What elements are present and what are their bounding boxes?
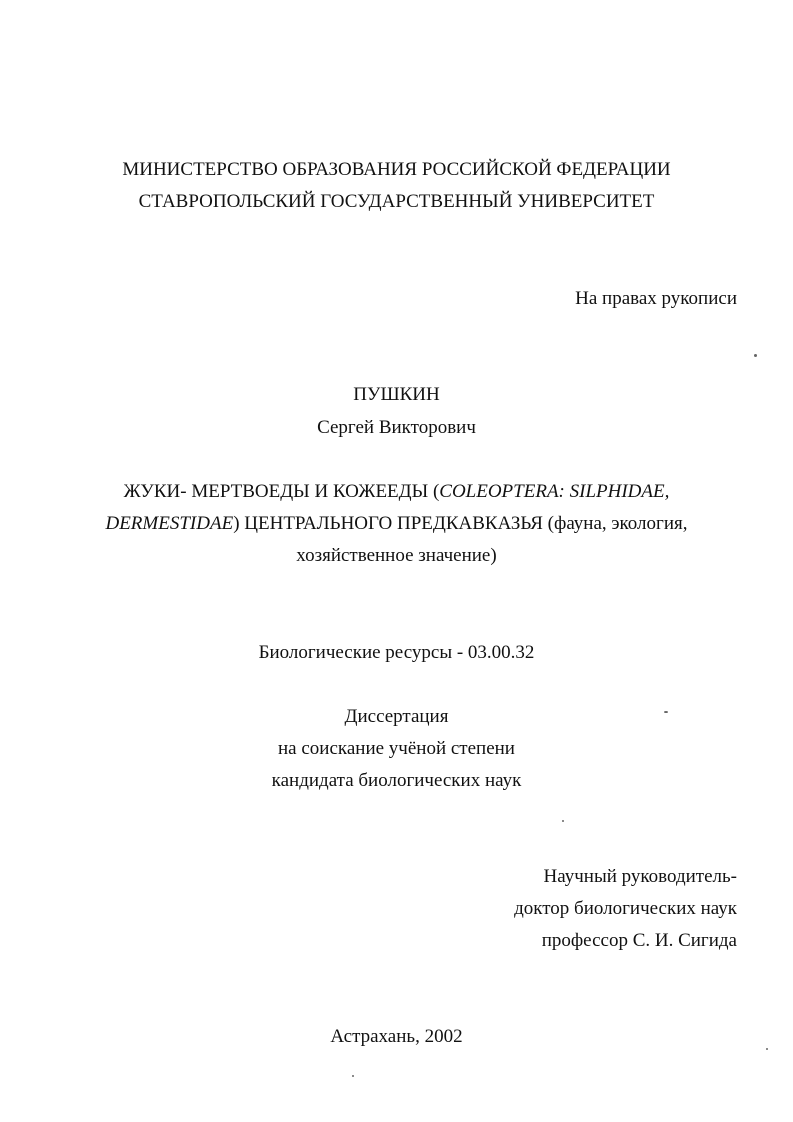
- scan-speck: [664, 711, 668, 713]
- supervisor-line-1: Научный руководитель-: [543, 866, 737, 887]
- degree-line-2: на соискание учёной степени: [278, 738, 515, 759]
- supervisor-line-2: доктор биологических наук: [514, 898, 737, 919]
- dissertation-title-line-1: [0, 482, 793, 501]
- degree-line-1: Диссертация: [344, 706, 449, 727]
- supervisor-line-3: профессор С. И. Сигида: [541, 930, 737, 951]
- manuscript-note: На правах рукописи: [575, 288, 737, 309]
- author-surname: ПУШКИН: [353, 384, 440, 405]
- title-line-1-latin: COLEOPTERA: SILPHIDAE,: [439, 481, 670, 502]
- city-year: Астрахань, 2002: [330, 1026, 463, 1047]
- university-heading: СТАВРОПОЛЬСКИЙ ГОСУДАРСТВЕННЫЙ УНИВЕРСИТЕТ: [138, 191, 655, 212]
- scan-speck: [766, 1048, 768, 1050]
- author-given-names: Сергей Викторович: [317, 417, 476, 438]
- title-line-2-latin: DERMESTIDAE: [105, 513, 234, 534]
- scan-speck: [352, 1075, 354, 1077]
- specialty-code: Биологические ресурсы - 03.00.32: [258, 642, 535, 663]
- dissertation-title-line-2: [0, 514, 793, 533]
- title-line-2-suffix: ) ЦЕНТРАЛЬНОГО ПРЕДКАВКАЗЬЯ (фауна, экология,: [233, 513, 688, 534]
- degree-line-3: кандидата биологических наук: [271, 770, 522, 791]
- dissertation-title-line-3: хозяйственное значение): [296, 545, 497, 566]
- ministry-heading: МИНИСТЕРСТВО ОБРАЗОВАНИЯ РОССИЙСКОЙ ФЕДЕРАЦИИ: [122, 159, 671, 180]
- scan-speck: [754, 354, 757, 357]
- scan-speck: [562, 820, 564, 822]
- title-line-1-prefix: ЖУКИ- МЕРТВОЕДЫ И КОЖЕЕДЫ (: [123, 481, 440, 502]
